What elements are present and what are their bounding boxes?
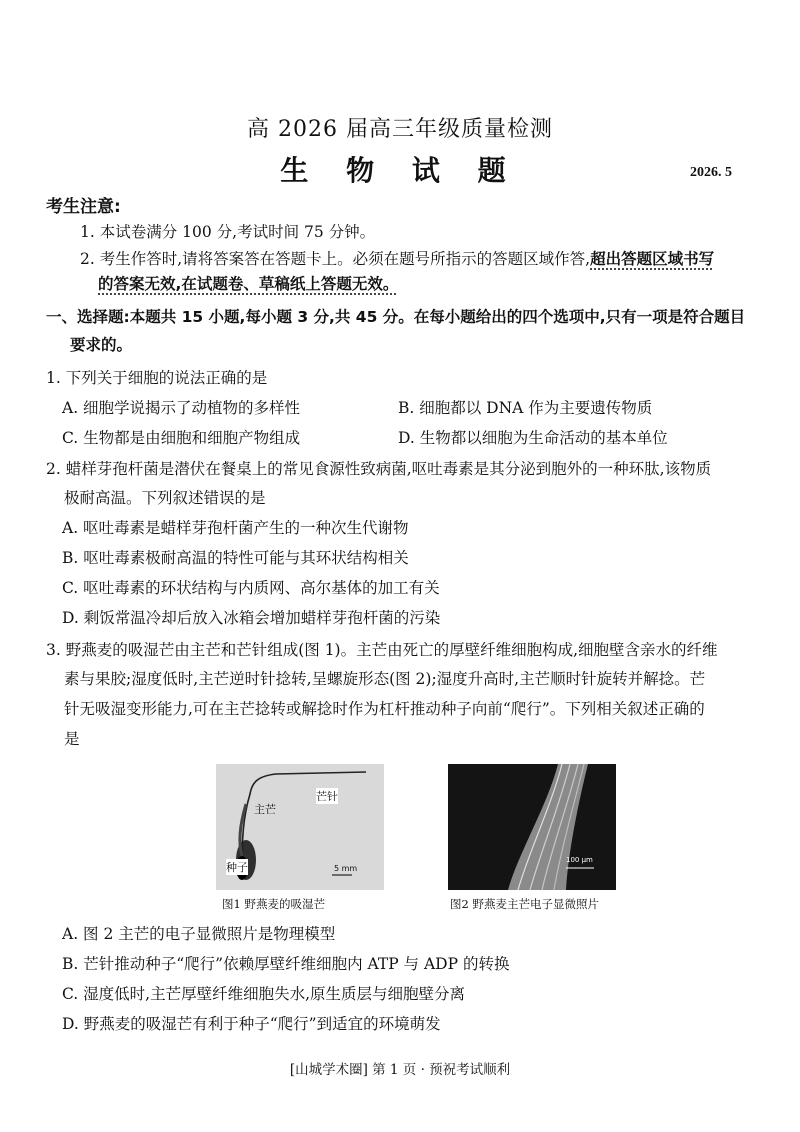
page-footer: [山城学术圈] 第 1 页 · 预祝考试顺利 (289, 1062, 511, 1078)
figure-2-scale: 100 μm (566, 856, 593, 864)
figure-2-caption: 图2 野燕麦主芒电子显微照片 (450, 897, 599, 911)
figure-2-micrograph (448, 764, 616, 890)
q2-option-a: A. 呕吐毒素是蜡样芽孢杆菌产生的一种次生代谢物 (62, 519, 409, 537)
figure-1-label-awn-needle: 芒针 (316, 790, 338, 803)
notice-heading: 考生注意: (46, 197, 121, 217)
q3-stem-2: 素与果胶;湿度低时,主芒逆时针捻转,呈螺旋形态(图 2);湿度升高时,主芒顺时针旋转并解捻。芒 (64, 670, 706, 688)
q3-stem-3: 针无吸湿变形能力,可在主芒捻转或解捻时作为杠杆推动种子向前“爬行”。下列相关叙述正确的 (64, 700, 705, 718)
figure-1-caption: 图1 野燕麦的吸湿芒 (222, 897, 325, 911)
notice-item-2-text: 2. 考生作答时,请将答案答在答题卡上。必须在题号所指示的答题区域作答, (80, 250, 591, 268)
figure-1-label-main-awn: 主芒 (254, 803, 276, 816)
q1-option-c: C. 生物都是由细胞和细胞产物组成 (62, 429, 301, 447)
q1-option-a: A. 细胞学说揭示了动植物的多样性 (62, 399, 301, 417)
figure-1-label-seed: 种子 (226, 861, 248, 874)
notice-item-1: 1. 本试卷满分 100 分,考试时间 75 分钟。 (80, 223, 376, 241)
q3-option-d: D. 野燕麦的吸湿芒有利于种子“爬行”到适宜的环境萌发 (62, 1015, 441, 1033)
q1-stem: 1. 下列关于细胞的说法正确的是 (46, 369, 268, 387)
exam-date: 2026. 5 (690, 165, 732, 180)
q2-stem-continued: 极耐高温。下列叙述错误的是 (64, 489, 266, 507)
q2-option-b: B. 呕吐毒素极耐高温的特性可能与其环状结构相关 (62, 549, 409, 567)
q3-option-b: B. 芒针推动种子“爬行”依赖厚壁纤维细胞内 ATP 与 ADP 的转换 (62, 955, 510, 973)
figure-2-drawing (448, 764, 616, 890)
notice-item-2-emphasis: 超出答题区域书写 (590, 250, 715, 268)
q3-stem: 3. 野燕麦的吸湿芒由主芒和芒针组成(图 1)。主芒由死亡的厚壁纤维细胞构成,细胞壁含亲水的纤维 (46, 641, 718, 659)
notice-item-2 (80, 247, 714, 269)
figure-1-awn-photo (216, 764, 384, 890)
q1-option-b: B. 细胞都以 DNA 作为主要遗传物质 (398, 399, 653, 417)
q3-option-c: C. 湿度低时,主芒厚壁纤维细胞失水,原生质层与细胞壁分离 (62, 985, 466, 1003)
q3-option-a: A. 图 2 主芒的电子显微照片是物理模型 (62, 925, 336, 943)
q2-option-c: C. 呕吐毒素的环状结构与内质网、高尔基体的加工有关 (62, 579, 440, 597)
subject-title: 生 物 试 题 (280, 154, 520, 187)
q3-stem-4: 是 (64, 730, 80, 748)
section-heading: 一、选择题:本题共 15 小题,每小题 3 分,共 45 分。在每小题给出的四个选项中,只有一项是符合题目 (46, 308, 746, 326)
figure-1-scale: 5 mm (334, 864, 358, 873)
q2-stem: 2. 蜡样芽孢杆菌是潜伏在餐桌上的常见食源性致病菌,呕吐毒素是其分泌到胞外的一种环肽,该物质 (46, 460, 712, 478)
section-heading-continued: 要求的。 (70, 336, 133, 354)
notice-item-2-continued: 的答案无效,在试题卷、草稿纸上答题无效。 (98, 275, 399, 293)
exam-title: 高 2026 届高三年级质量检测 (247, 117, 553, 142)
q2-option-d: D. 剩饭常温冷却后放入冰箱会增加蜡样芽孢杆菌的污染 (62, 609, 441, 627)
q1-option-d: D. 生物都以细胞为生命活动的基本单位 (398, 429, 668, 447)
